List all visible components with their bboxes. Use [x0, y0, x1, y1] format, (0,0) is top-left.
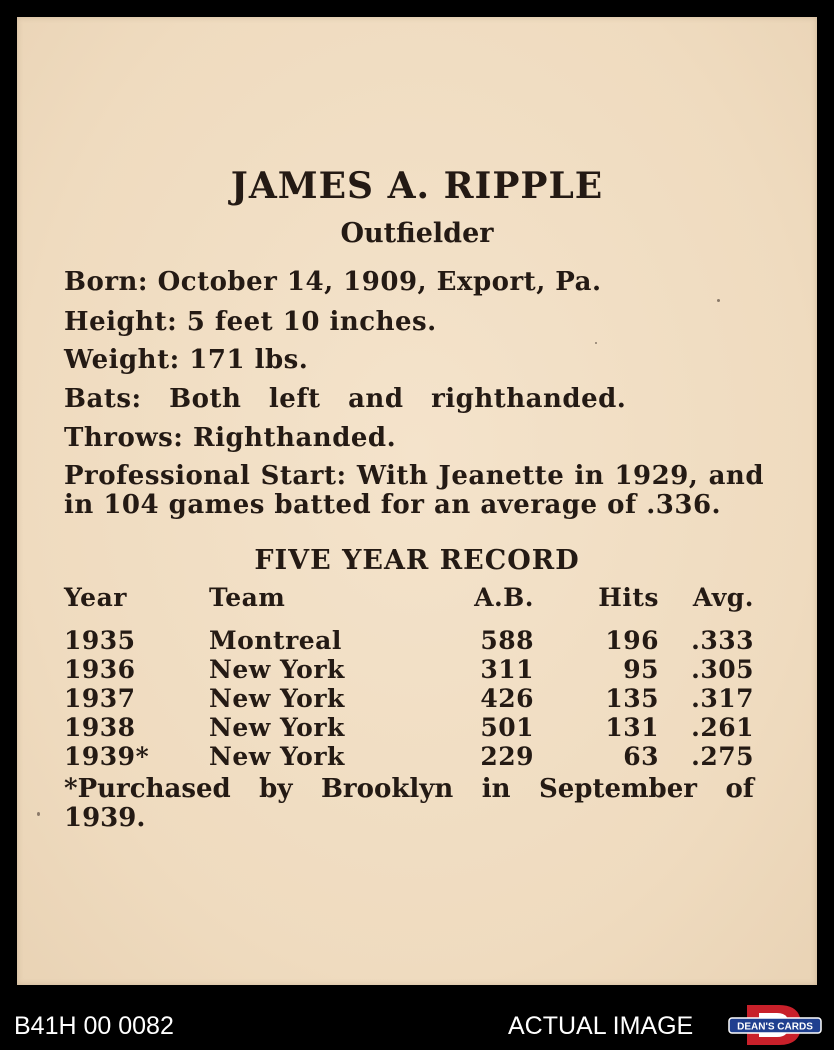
header-avg: Avg.: [692, 583, 754, 612]
cell-avg: .275: [691, 742, 754, 771]
bio-professional-start: [64, 462, 764, 520]
player-position: Outfielder: [340, 218, 494, 249]
item-id: B41H 00 0082: [14, 1012, 174, 1040]
header-hits: Hits: [598, 583, 659, 612]
bats-label: Bats:: [64, 384, 142, 414]
table-row: [64, 655, 754, 684]
cell-year: 1936: [64, 655, 136, 684]
throws-label: Throws:: [64, 423, 184, 453]
weight-value: 171 lbs.: [189, 345, 309, 375]
start-label: Professional Start:: [64, 461, 347, 491]
bio-weight: [64, 346, 764, 374]
cell-ab: 501: [480, 713, 534, 742]
bio-bats: [64, 385, 764, 413]
cell-avg: .317: [691, 684, 754, 713]
cell-year: 1938: [64, 713, 136, 742]
cell-team: New York: [209, 713, 345, 742]
cell-year: 1939*: [64, 742, 150, 771]
cell-hits: 63: [623, 742, 659, 771]
record-title: FIVE YEAR RECORD: [254, 545, 580, 576]
bats-value: Both left and righthanded.: [169, 384, 627, 414]
table-row: [64, 713, 754, 742]
actual-image-label: ACTUAL IMAGE: [508, 1012, 694, 1040]
table-row: [64, 742, 754, 771]
cell-hits: 131: [605, 713, 659, 742]
print-speck: [717, 299, 720, 302]
start-value: With Jeanette in 1929, and in 104 games batted for an average of .336.: [64, 461, 764, 520]
height-label: Height:: [64, 307, 178, 337]
cell-team: New York: [209, 684, 345, 713]
cell-team: New York: [209, 742, 345, 771]
cell-year: 1935: [64, 626, 136, 655]
print-speck: [595, 342, 597, 344]
player-name: JAMES A. RIPPLE: [230, 165, 604, 207]
cell-team: Montreal: [209, 626, 342, 655]
cell-avg: .305: [691, 655, 754, 684]
print-speck: [37, 812, 40, 816]
deans-cards-logo: [727, 1003, 823, 1047]
record-table: [64, 583, 754, 771]
table-row: [64, 684, 754, 713]
cell-ab: 588: [480, 626, 534, 655]
cell-ab: 311: [480, 655, 534, 684]
cell-hits: 196: [605, 626, 659, 655]
bio-born: [64, 268, 764, 296]
bio-height: [64, 308, 764, 336]
header-year: Year: [64, 583, 127, 612]
footnote: *Purchased by Brooklyn in September of 1939.: [64, 774, 754, 833]
cell-hits: 135: [605, 684, 659, 713]
height-value: 5 feet 10 inches.: [186, 307, 437, 337]
cell-year: 1937: [64, 684, 136, 713]
cell-team: New York: [209, 655, 345, 684]
header-ab: A.B.: [474, 583, 534, 612]
cell-ab: 229: [480, 742, 534, 771]
weight-label: Weight:: [64, 345, 180, 375]
record-header-row: [64, 583, 754, 626]
cell-ab: 426: [480, 684, 534, 713]
table-row: [64, 626, 754, 655]
logo-text: DEAN'S CARDS: [737, 1021, 813, 1033]
throws-value: Righthanded.: [192, 423, 397, 453]
header-team: Team: [209, 583, 286, 612]
born-value: October 14, 1909, Export, Pa.: [157, 267, 602, 297]
cell-avg: .333: [691, 626, 754, 655]
cell-hits: 95: [623, 655, 659, 684]
cell-avg: .261: [691, 713, 754, 742]
card-back: [17, 17, 817, 985]
bio-throws: [64, 424, 764, 452]
born-label: Born:: [64, 267, 149, 297]
